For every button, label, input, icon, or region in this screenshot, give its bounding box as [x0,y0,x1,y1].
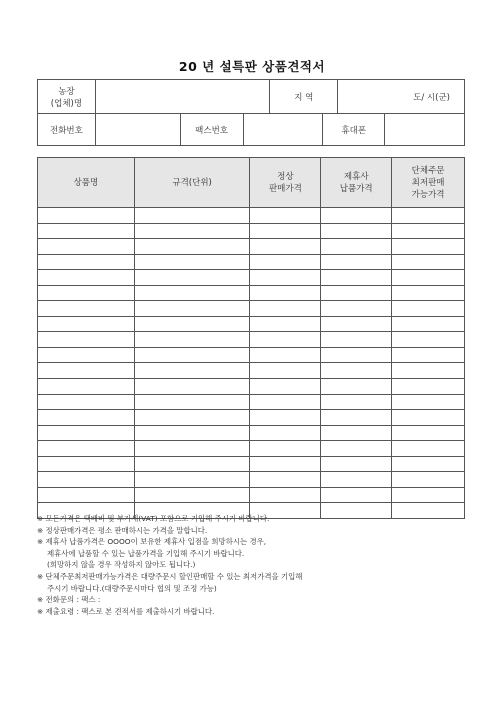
group-price-cell[interactable] [392,332,465,348]
normal-price-cell[interactable] [250,285,321,301]
partner-price-cell[interactable] [321,347,392,363]
note-item: (희망하지 않을 경우 작성하지 않아도 됩니다.) [47,560,196,570]
group-price-cell[interactable] [392,379,465,395]
note-item: 주시기 바랍니다.(대량주문시마다 협의 및 조정 가능) [47,583,217,593]
spec-cell[interactable] [134,456,250,472]
group-price-cell[interactable] [392,456,465,472]
table-row [38,239,465,255]
group-price-cell[interactable] [392,301,465,317]
product-name-cell[interactable] [38,301,135,317]
product-name-cell[interactable] [38,394,135,410]
table-header-row [38,158,465,208]
product-name-cell[interactable] [38,472,135,488]
product-name-cell[interactable] [38,410,135,426]
document-title: 20 년 설특판 상품견적서 [178,59,326,74]
spec-cell[interactable] [134,363,250,379]
table-row [38,456,465,472]
product-name-cell[interactable] [38,208,135,224]
note-item: ※ 정상판매가격은 평소 판매하시는 가격을 말합니다. [37,525,208,535]
product-name-cell[interactable] [38,441,135,457]
note-item: 제휴사에 납품할 수 있는 납품가격을 기입해 주시기 바랍니다. [47,548,245,558]
normal-price-cell[interactable] [250,379,321,395]
farm-name-label: 농장 (업체)명 [38,80,96,114]
product-rows [38,208,465,519]
product-quote-table [37,157,465,519]
normal-price-cell[interactable] [250,410,321,426]
group-price-cell[interactable] [392,425,465,441]
table-row [38,270,465,286]
partner-price-cell[interactable] [321,254,392,270]
group-price-cell[interactable] [392,363,465,379]
normal-price-cell[interactable] [250,425,321,441]
fax-label: 팩스번호 [180,114,243,146]
note-item: ※ 제휴사 납품가격은 OOOO이 보유한 제휴사 입점을 희망하시는 경우, [37,537,267,547]
partner-price-cell[interactable] [321,487,392,503]
partner-price-cell[interactable] [321,270,392,286]
group-price-cell[interactable] [392,347,465,363]
table-row [38,425,465,441]
partner-price-cell[interactable] [321,425,392,441]
header-group-min-price: 단체주문 최저판매 가능가격 [392,158,465,208]
table-row [38,285,465,301]
product-name-cell[interactable] [38,270,135,286]
product-name-cell[interactable] [38,379,135,395]
spec-cell[interactable] [134,316,250,332]
region-label: 지 역 [270,80,338,114]
mobile-field[interactable] [385,114,465,146]
partner-price-cell[interactable] [321,223,392,239]
product-name-cell[interactable] [38,347,135,363]
partner-price-cell[interactable] [321,441,392,457]
table-row [38,223,465,239]
normal-price-cell[interactable] [250,441,321,457]
normal-price-cell[interactable] [250,270,321,286]
spec-cell[interactable] [134,394,250,410]
product-name-cell[interactable] [38,239,135,255]
table-row [38,441,465,457]
normal-price-cell[interactable] [250,239,321,255]
normal-price-cell[interactable] [250,347,321,363]
spec-cell[interactable] [134,472,250,488]
header-normal-price: 정상 판매가격 [250,158,321,208]
table-row [38,316,465,332]
normal-price-cell[interactable] [250,301,321,317]
partner-price-cell[interactable] [321,301,392,317]
group-price-cell[interactable] [392,285,465,301]
partner-price-cell[interactable] [321,472,392,488]
group-price-cell[interactable] [392,410,465,426]
table-row [38,347,465,363]
product-name-cell[interactable] [38,285,135,301]
normal-price-cell[interactable] [250,223,321,239]
normal-price-cell[interactable] [250,208,321,224]
normal-price-cell[interactable] [250,332,321,348]
applicant-info-table [37,79,465,114]
spec-cell[interactable] [134,208,250,224]
group-price-cell[interactable] [392,239,465,255]
spec-cell[interactable] [134,347,250,363]
note-item: ※ 제출요령 : 팩스로 본 견적서를 제출하시기 바랍니다. [37,606,215,616]
group-price-cell[interactable] [392,270,465,286]
table-row [38,363,465,379]
partner-price-cell[interactable] [321,363,392,379]
normal-price-cell[interactable] [250,254,321,270]
product-name-cell[interactable] [38,254,135,270]
product-name-cell[interactable] [38,223,135,239]
partner-price-cell[interactable] [321,316,392,332]
partner-price-cell[interactable] [321,208,392,224]
normal-price-cell[interactable] [250,394,321,410]
product-name-cell[interactable] [38,363,135,379]
table-row [38,254,465,270]
table-row [38,332,465,348]
spec-cell[interactable] [134,441,250,457]
partner-price-cell[interactable] [321,379,392,395]
product-name-cell[interactable] [38,487,135,503]
product-name-cell[interactable] [38,316,135,332]
table-row [38,487,465,503]
normal-price-cell[interactable] [250,472,321,488]
product-name-cell[interactable] [38,456,135,472]
spec-cell[interactable] [134,410,250,426]
spec-cell[interactable] [134,223,250,239]
group-price-cell[interactable] [392,254,465,270]
table-row [38,208,465,224]
spec-cell[interactable] [134,270,250,286]
table-row [38,379,465,395]
group-price-cell[interactable] [392,487,465,503]
normal-price-cell[interactable] [250,363,321,379]
partner-price-cell[interactable] [321,456,392,472]
partner-price-cell[interactable] [321,410,392,426]
note-item: ※ 단체주문최저판매가능가격은 대량주문시 할인판매할 수 있는 최저가격을 기입해 [37,571,303,581]
spec-cell[interactable] [134,332,250,348]
product-name-cell[interactable] [38,425,135,441]
table-row [38,301,465,317]
spec-cell[interactable] [134,301,250,317]
header-spec-unit: 규격(단위) [134,158,250,208]
spec-cell[interactable] [134,239,250,255]
spec-cell[interactable] [134,379,250,395]
note-item: ※ 모든가격은 택배비 및 부가세(VAT) 포함으로 기입해 주시기 바랍니다. [37,514,270,523]
spec-cell[interactable] [134,487,250,503]
spec-cell[interactable] [134,425,250,441]
note-item: ※ 전화문의 : 팩스 : [37,595,101,605]
group-price-cell[interactable] [392,394,465,410]
region-field[interactable] [338,80,465,114]
group-price-cell[interactable] [392,223,465,239]
table-row [38,410,465,426]
header-product-name: 상품명 [38,158,135,208]
normal-price-cell[interactable] [250,456,321,472]
region-value: 도/ 시(군) [413,92,450,103]
product-name-cell[interactable] [38,332,135,348]
phone-label: 전화번호 [38,114,96,146]
normal-price-cell[interactable] [250,316,321,332]
group-price-cell[interactable] [392,316,465,332]
farm-name-field[interactable] [95,80,270,114]
table-row [38,394,465,410]
table-row [38,472,465,488]
spec-cell[interactable] [134,254,250,270]
phone-field[interactable] [95,114,180,146]
mobile-label: 휴대폰 [323,114,385,146]
group-price-cell[interactable] [392,441,465,457]
partner-price-cell[interactable] [321,285,392,301]
group-price-cell[interactable] [392,208,465,224]
partner-price-cell[interactable] [321,394,392,410]
partner-price-cell[interactable] [321,239,392,255]
normal-price-cell[interactable] [250,487,321,503]
fax-field[interactable] [243,114,323,146]
notes-section [37,513,477,617]
header-partner-price: 제휴사 납품가격 [321,158,392,208]
spec-cell[interactable] [134,285,250,301]
partner-price-cell[interactable] [321,332,392,348]
group-price-cell[interactable] [392,472,465,488]
contact-info-table [37,113,465,146]
